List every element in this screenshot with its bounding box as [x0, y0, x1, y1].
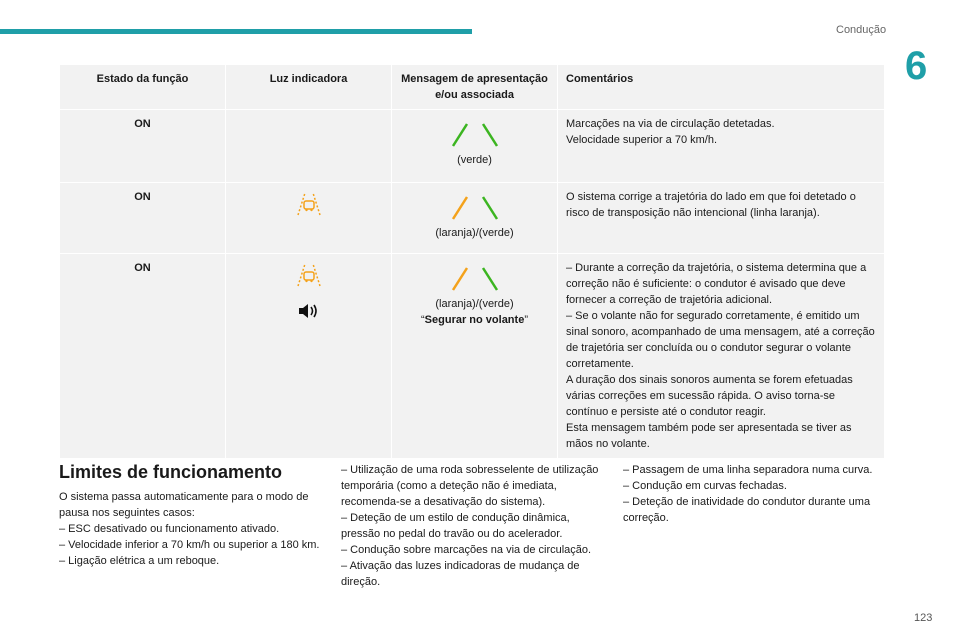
header-comments: Comentários — [558, 65, 885, 110]
header-message: Mensagem de apresentação e/ou associada — [392, 65, 558, 110]
message-bold-quote: “Segurar no volante” — [421, 314, 528, 326]
function-status-table — [59, 64, 885, 459]
comment-line: Marcações na via de circulação detetadas. — [566, 118, 775, 130]
list-item: – ESC desativado ou funcionamento ativado. — [59, 523, 280, 535]
chapter-number: 6 — [905, 44, 928, 88]
lane-departure-warning-icon — [294, 191, 324, 217]
row-state: ON — [60, 183, 226, 254]
list-item: – Passagem de uma linha separadora numa curva. — [623, 464, 873, 476]
row-indicator — [226, 183, 392, 254]
row-indicator — [226, 254, 392, 459]
limits-heading: Limites de funcionamento — [59, 462, 283, 482]
lane-departure-warning-icon — [294, 262, 324, 288]
row-state: ON — [60, 110, 226, 183]
list-item: – Deteção de inatividade do condutor durante uma correção. — [623, 496, 871, 524]
list-item: – Utilização de uma roda sobresselente de utilização temporária (como a deteção não é imediata, recomenda-se a desativação do sistema). — [341, 464, 599, 508]
row-comment — [558, 254, 885, 459]
message-bold-text: Segurar no volante — [424, 314, 525, 326]
list-item: – Velocidade inferior a 70 km/h ou superior a 180 km. — [59, 539, 320, 551]
row-message — [392, 110, 558, 183]
list-item: – Ativação das luzes indicadoras de mudança de direção. — [341, 560, 580, 588]
list-item: – Condução em curvas fechadas. — [623, 480, 787, 492]
message-caption: (verde) — [457, 154, 492, 166]
list-item: – Ligação elétrica a um reboque. — [59, 555, 220, 567]
row-message — [392, 254, 558, 459]
top-accent-bar — [0, 29, 472, 34]
table-row — [60, 254, 885, 459]
list-item: – Deteção de um estilo de condução dinâmica, pressão no pedal do travão ou do acelerador. — [341, 512, 570, 540]
header-indicator: Luz indicadora — [226, 65, 392, 110]
page-number: 123 — [914, 612, 933, 624]
table-row — [60, 110, 885, 183]
message-caption: (laranja)/(verde) — [435, 227, 514, 239]
row-state: ON — [60, 254, 226, 459]
table-header-row — [60, 65, 885, 110]
message-caption: (laranja)/(verde) — [435, 298, 514, 310]
comment-line: – Durante a correção da trajetória, o sistema determina que a correção não é suficiente: o condutor é avisado que deve fornecer a correção de trajetória adicional. — [566, 262, 867, 306]
limits-column-2 — [341, 462, 603, 590]
limits-column-3 — [623, 462, 885, 526]
comment-line: Esta mensagem também pode ser apresentada se tiver as mãos no volante. — [566, 422, 852, 450]
list-item: – Condução sobre marcações na via de circulação. — [341, 544, 592, 556]
lane-lines-orange-green-icon — [445, 195, 505, 221]
table-row — [60, 183, 885, 254]
paragraph: O sistema passa automaticamente para o modo de pausa nos seguintes casos: — [59, 491, 309, 519]
comment-line: A duração dos sinais sonoros aumenta se forem efetuadas várias correções em sucessão rápida. O aviso torna-se contínuo e persiste até o condutor reagir. — [566, 374, 853, 418]
comment-line: Velocidade superior a 70 km/h. — [566, 134, 718, 146]
row-message — [392, 183, 558, 254]
row-indicator — [226, 110, 392, 183]
row-comment — [558, 110, 885, 183]
section-title: Condução — [836, 24, 887, 36]
lane-lines-green-icon — [445, 122, 505, 148]
row-comment — [558, 183, 885, 254]
comment-line: – Se o volante não for segurado corretamente, é emitido um sinal sonoro, acompanhado de uma mensagem, até a correção de trajetória ser concluída ou o condutor segurar o volante corretamente. — [566, 310, 875, 370]
speaker-icon — [297, 302, 321, 320]
lane-lines-orange-green-icon — [445, 266, 505, 292]
comment-line: O sistema corrige a trajetória do lado em que foi detetado o risco de transposição não intencional (linha laranja). — [566, 191, 856, 219]
header-state: Estado da função — [60, 65, 226, 110]
limits-column-1 — [59, 489, 321, 569]
